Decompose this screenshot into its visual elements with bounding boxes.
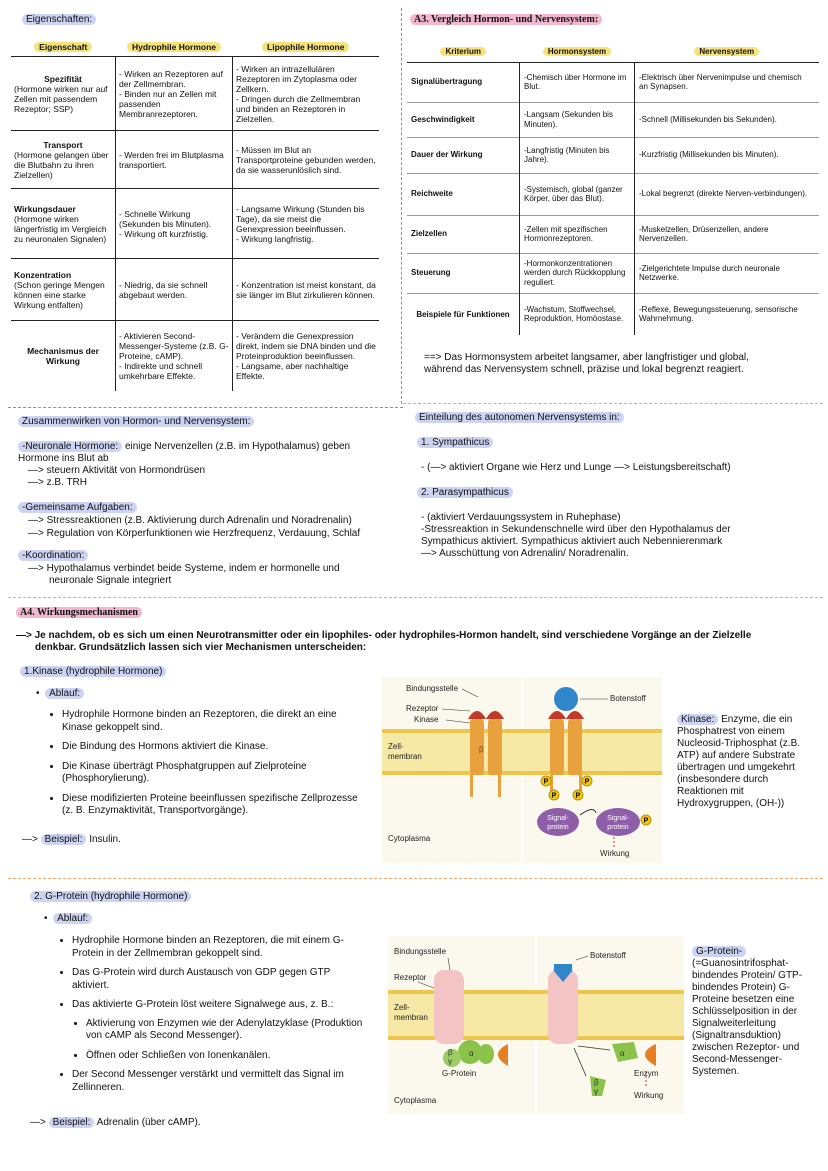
header-eigenschaft: Eigenschaft — [34, 42, 92, 52]
table-row-label: Mechanismus der Wirkung — [27, 345, 99, 366]
gprotein-title: 2. G-Protein (hydrophile Hormone) — [30, 891, 191, 903]
svg-text:Signal-: Signal- — [607, 815, 629, 822]
vergleich-table: Kriterium Hormonsystem Nervensystem Signalübertragung -Chemisch über Hormone im Blut. -Elektrisch über Nervenimpulse und chemisch an Synapsen. Geschwindigkeit -Langsam (Sekunden bis Minuten). -Schnell (Millisekunden bis Sekunden). Dauer der Wirkung -Langfristig (Minuten bis Jahre). -Kurzfristig (Millisekunden bis Minuten). Reichweite -Systemisch, global (ganzer Körper, über das Blut). -Lokal begrenzt (direkte Nerven-verbindungen). Zielzellen -Zellen mit spezifischen Hormonrezeptoren. -Muskelzellen, Drüsenzellen, andere Nervenzellen. Steuerung -Hormonkonzentrationen werden durch Rückkopplung reguliert. -Zielgerichtete Impulse durch neuronale Netzwerke. Beispiele für Funktionen -Wachstum, Stoffwechsel, Reproduktion, Homöostase. -Reflexe, Bewegungssteuerung, sensorische Wahrnehmung. — [407, 42, 819, 335]
list-item: • Hydrophile Hormone binden an Rezeptoren, die mit einem G-Protein in der Zellmembran gekoppelt sind. — [72, 935, 370, 960]
gprotein-beispiel: —> Beispiel: Adrenalin (über cAMP). — [30, 1117, 201, 1128]
svg-text:Zell-: Zell- — [388, 742, 404, 751]
svg-text:β: β — [479, 745, 484, 754]
kinase-diagram — [382, 677, 662, 863]
list-item: • Aktivierung von Enzymen wie der Adenylatzyklase (Produktion von cAMP als Second Messenger). — [86, 1018, 370, 1043]
svg-text:Signal-: Signal- — [547, 815, 569, 822]
a4-title: A4. Wirkungsmechanismen — [16, 607, 142, 619]
table-cell: - Verändern die Genexpression direkt, indem sie DNA binden und die Proteinproduktion beeinflussen. - Langsame, aber nachhaltige Effekte. — [233, 321, 380, 391]
sympathicus-label: 1. Sympathicus — [417, 437, 493, 449]
svg-text:Wirkung: Wirkung — [634, 1091, 664, 1100]
svg-text:γ: γ — [594, 1087, 598, 1096]
receptor-left — [434, 970, 464, 1044]
svg-text:γ: γ — [448, 1057, 452, 1066]
svg-text:α: α — [620, 1049, 625, 1058]
svg-text:Rezeptor: Rezeptor — [394, 973, 427, 982]
table-cell: - Werden frei im Blutplasma transportiert. — [116, 131, 233, 189]
svg-text:Zell-: Zell- — [394, 1003, 410, 1012]
neuronale-hormone: -Neuronale Hormone: einige Nervenzellen (z.B. im Hypothalamus) geben Hormone ins Blut ab — [18, 441, 351, 464]
table-row-label: Spezifität (Hormone wirken nur auf Zellen mit passendem Rezeptor; SSP) — [14, 73, 108, 114]
a4-intro: denkbar. Grundsätzlich lassen sich vier Mechanismen unterscheiden: — [35, 642, 367, 653]
list-item: • Das G-Protein wird durch Austausch von GDP gegen GTP aktiviert. — [72, 967, 370, 992]
list-item: • Die Bindung des Hormons aktiviert die Kinase. — [62, 741, 360, 754]
svg-text:protein: protein — [547, 824, 569, 831]
svg-text:Wirkung: Wirkung — [600, 849, 630, 858]
text-line: —> Stressreaktionen (z.B. Aktivierung durch Adrenalin und Noradrenalin) — [28, 515, 352, 526]
list-item: • Hydrophile Hormone binden an Rezeptoren, die direkt an eine Kinase gekoppelt sind. — [62, 709, 360, 734]
header-lipophil: Lipophile Hormone — [262, 42, 349, 52]
text-line: —> steuern Aktivität von Hormondrüsen — [28, 465, 206, 476]
gemeinsame-aufgaben: -Gemeinsame Aufgaben: — [18, 502, 137, 514]
table-cell: - Wirken an intrazellulären Rezeptoren im Zytoplasma oder Zellkern. - Dringen durch die Zellmembran und binden an Rezeptoren in Zielzellen. — [233, 57, 380, 131]
svg-text:Rezeptor: Rezeptor — [406, 704, 439, 713]
signal-protein-right — [596, 808, 640, 836]
parasympathicus-label: 2. Parasympathicus — [417, 487, 513, 499]
table-row-label: Wirkungsdauer (Hormone wirken längerfristig im Vergleich zu neuronalen Signalen) — [14, 203, 107, 244]
table-cell: - Müssen im Blut an Transportproteine gebunden werden, da sie wasserunlöslich sind. — [233, 131, 380, 189]
svg-text:Enzym: Enzym — [634, 1069, 659, 1078]
table-cell: - Aktivieren Second-Messenger-Systeme (z.B. G-Proteine, cAMP). - Indirekte und schnell umkehrbare Effekte. — [116, 321, 233, 391]
kinase-title: 1.Kinase (hydrophile Hormone) — [20, 666, 166, 678]
list-item: • Das aktivierte G-Protein löst weitere Signalwege aus, z. B.: — [72, 999, 370, 1012]
svg-text:Bindungsstelle: Bindungsstelle — [406, 684, 459, 693]
list-item: • Öffnen oder Schließen von Ionenkanälen. — [86, 1050, 370, 1063]
eigenschaften-table — [11, 40, 379, 391]
svg-text:Cytoplasma: Cytoplasma — [394, 1096, 437, 1105]
kinase-note: Kinase: Enzyme, die ein Phosphatrest von einem Nucleosid-Triphosphat (z.B. ATP) auf andere Substrate übertragen und umgekehrt (insbesondere durch Reaktionen mit Hydroxygruppen, (OH-)) — [677, 714, 801, 809]
text-line: —> Regulation von Körperfunktionen wie Herzfrequenz, Verdauung, Schlaf — [28, 528, 361, 539]
list-item: • Die Kinase überträgt Phosphatgruppen auf Zielproteine (Phosphorylierung). — [62, 761, 360, 786]
table-cell: - Niedrig, da sie schnell abgebaut werden. — [116, 259, 233, 321]
kinase-beispiel: —> Beispiel: Insulin. — [22, 834, 121, 845]
koordination: -Koordination: — [18, 550, 88, 562]
eigenschaften-title: Eigenschaften: — [22, 14, 96, 26]
svg-text:Kinase: Kinase — [414, 715, 439, 724]
gprotein-note: G-Protein-(=Guanosintrifosphat-bindendes Protein/ GTP-bindendes Protein) G-Proteine besetzen eine Schlüsselposition in der Signalweiterleitung (Signaltransduktion) zwischen Rezeptor- und Second-Messenger-Systemen. — [692, 946, 803, 1077]
zusammen-title: Zusammenwirken von Hormon- und Nervensystem: — [18, 416, 254, 428]
table-cell: - Wirken an Rezeptoren auf der Zellmembran. - Binden nur an Zellen mit passenden Membranrezeptoren. — [116, 57, 233, 131]
text-line: -Stressreaktion in Sekundenschnelle wird über den Hypothalamus der — [421, 524, 731, 535]
svg-text:α: α — [469, 1049, 474, 1058]
table-cell: - Schnelle Wirkung (Sekunden bis Minuten). - Wirkung oft kurzfristig. — [116, 189, 233, 259]
text-line: neuronale Signale integriert — [49, 575, 172, 586]
gprotein-diagram — [388, 936, 684, 1114]
svg-text:membran: membran — [388, 752, 422, 761]
text-line: —> z.B. TRH — [28, 477, 87, 488]
gprotein-ablauf: • Ablauf: — [44, 913, 92, 925]
vergleich-title: A3. Vergleich Hormon- und Nervensystem: — [410, 14, 602, 26]
text-line: - (aktiviert Verdauungssystem in Ruhephase) — [421, 512, 621, 523]
autonom-title: Einteilung des autonomen Nervensystems in: — [415, 412, 624, 424]
svg-text:P: P — [551, 792, 557, 800]
svg-text:protein: protein — [607, 824, 629, 831]
text-line: Sympathicus aktiviert. Sympathicus aktiviert auch Nebennierenmark — [421, 536, 723, 547]
table-row-label: Transport (Hormone gelangen über die Blutbahn zu ihren Zielzellen) — [14, 139, 109, 180]
a4-intro: —> Je nachdem, ob es sich um einen Neurotransmitter oder ein lipophiles- oder hydrophiles-Hormon handelt, sind verschiedene Vorgänge an der Zielzelle — [16, 630, 752, 641]
svg-text:P: P — [575, 792, 581, 800]
svg-text:Cytoplasma: Cytoplasma — [388, 834, 431, 843]
svg-text:P: P — [543, 778, 549, 786]
vergleich-summary: ==> Das Hormonsystem arbeitet langsamer, aber langfristiger und global, während das Nervensystem schnell, präzise und lokal begrenzt reagiert. — [424, 352, 749, 375]
svg-text:Botenstoff: Botenstoff — [590, 951, 626, 960]
svg-text:membran: membran — [394, 1013, 428, 1022]
kinase-diagram-svg — [382, 677, 662, 863]
table-cell: - Konzentration ist meist konstant, da sie länger im Blut zirkulieren können. — [233, 259, 380, 321]
gprotein-steps — [60, 935, 370, 1094]
kinase-ablauf: • Ablauf: — [36, 688, 84, 700]
list-item: • Diese modifizierten Proteine beeinflussen spezifische Zellprozesse (z. B. Enzymaktivität, Transportvorgänge). — [62, 793, 360, 818]
svg-text:P: P — [643, 817, 649, 825]
svg-text:G-Protein: G-Protein — [442, 1069, 477, 1078]
svg-text:Botenstoff: Botenstoff — [610, 694, 646, 703]
table-row-label: Konzentration (Schon geringe Mengen können eine starke Wirkung entfalten) — [14, 269, 105, 310]
svg-text:β: β — [594, 1078, 599, 1087]
list-item: • Der Second Messenger verstärkt und vermittelt das Signal im Zellinneren. — [72, 1069, 370, 1094]
text-line: —> Hypothalamus verbindet beide Systeme, indem er hormonelle und — [28, 563, 340, 574]
svg-text:P: P — [584, 778, 590, 786]
svg-text:β: β — [448, 1048, 453, 1057]
text-line: - (—> aktiviert Organe wie Herz und Lunge —> Leistungsbereitschaft) — [421, 462, 731, 473]
svg-text:Bindungsstelle: Bindungsstelle — [394, 947, 447, 956]
signal-protein-left — [537, 808, 579, 836]
header-hydrophil: Hydrophile Hormone — [127, 42, 221, 52]
text-line: —> Ausschüttung von Adrenalin/ Noradrenalin. — [421, 548, 629, 559]
kinase-steps — [50, 709, 360, 818]
gprotein-diagram-svg — [388, 936, 684, 1114]
table-cell: - Langsame Wirkung (Stunden bis Tage), da sie meist die Genexpression beeinflussen. - Wirkung langfristig. — [233, 189, 380, 259]
